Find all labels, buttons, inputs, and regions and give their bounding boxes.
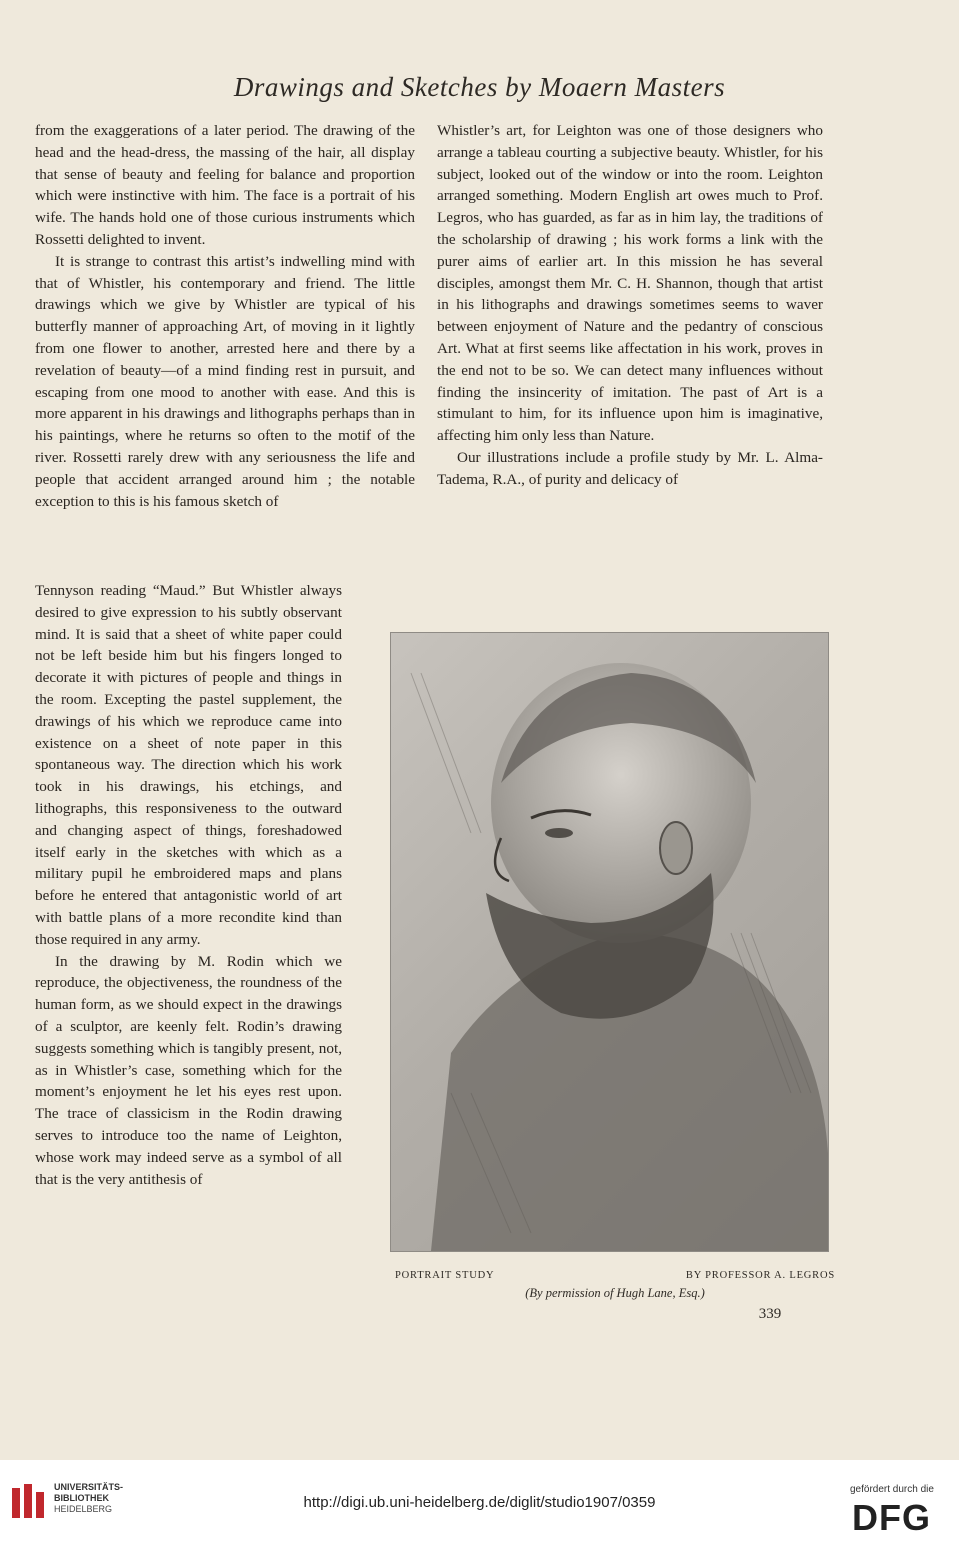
permalink-url[interactable]: http://digi.ub.uni-heidelberg.de/diglit/studio1907/0359 (303, 1494, 656, 1511)
portrait-drawing (391, 633, 828, 1251)
paragraph: Our illustrations include a profile study by Mr. L. Alma-Tadema, R.A., of purity and delicacy of (437, 448, 823, 488)
paragraph: Tennyson reading “Maud.” But Whistler always desired to give expression to his subtly observant mind. It is said that a sheet of white paper could not be left beside him but his fingers longed to decorate it with pictures of people and things in the room. Excepting the pastel supplement, the drawings of his which we reproduce came into existence on a sheet of note paper in this spontaneous way. The direction which his work took in his drawings, his etchings, and lithographs, this responsiveness to the outward and changing aspect of things, foreshadowed itself early in the sketches with which as a military pupil he embroidered maps and plans before he entered that antagonistic world of art with battle plans of a more recondite kind than those required in any army. (35, 582, 342, 948)
sponsor-caption: gefördert durch die (850, 1484, 934, 1495)
paragraph: In the drawing by M. Rodin which we reproduce, the objectiveness, the roundness of the human form, as we should expect in the drawings of a sculptor, are keenly felt. Rodin’s drawing suggests something which is tangibly present, not, as in Whistler’s case, something which for the moment’s enjoyment he let his eyes rest upon. The trace of classicism in the Rodin drawing serves to introduce too the name of Leighton, whose work may indeed serve as a symbol of all that is the very antithesis of (35, 952, 342, 1188)
portrait-study-figure (390, 632, 829, 1252)
paragraph: from the exaggerations of a later period. The drawing of the head and the head-dress, the massing of the hair, all display that sense of beauty and feeling for balance and proportion which were instinctive with him. The face is a portrait of his wife. The hands hold one of those curious instruments which Rossetti delighted to invent. (35, 122, 415, 248)
library-line: HEIDELBERG (54, 1504, 113, 1514)
left-column-top (35, 120, 415, 512)
ear-mark (660, 822, 692, 874)
eye-mark (545, 828, 573, 838)
caption-title: PORTRAIT STUDY (395, 1270, 495, 1281)
caption-artist: BY PROFESSOR A. LEGROS (685, 1270, 835, 1281)
dfg-logo: DFG (852, 1497, 931, 1538)
running-head: Drawings and Sketches by Moaern Masters (233, 72, 726, 102)
left-column-bottom (35, 580, 342, 1190)
paragraph: It is strange to contrast this artist’s indwelling mind with that of Whistler, his contemporary and friend. The little drawings which we give by Whistler are typical of his butterfly manner of approaching Art, of moving in it lightly from one flower to another, arrested here and there by a revelation of beauty—of a mind finding rest in pursuit, and escaping from one mood to another with ease. And this is more apparent in his drawings and lithographs perhaps than in his paintings, where he returns so often to the motif of the river. Rossetti rarely drew with any seriousness the life and people that accident arranged around him ; the notable exception to this is his famous sketch of (35, 252, 415, 510)
library-line: UNIVERSITÄTS- (54, 1482, 124, 1492)
page-number: 339 (758, 1306, 782, 1322)
figure-credit: (By permission of Hugh Lane, Esq.) (525, 1286, 705, 1300)
library-line: BIBLIOTHEK (54, 1493, 109, 1503)
right-column (437, 120, 823, 491)
paragraph: Whistler’s art, for Leighton was one of those designers who arrange a tableau courting a subjective beauty. Whistler, for his subject, looked out of the window or into the room. Leighton arranged something. Modern English art owes much to Prof. Legros, who has guarded, as far as in him lay, the traditions of the scholarship of drawing ; his work forms a link with the purer aims of earlier art. In this mission he has several disciples, amongst them Mr. C. H. Shannon, though that artist in his lithographs and drawings sometimes seems to waver between enjoyment of Nature and the pedantry of conscious Art. What at first seems like affectation in his work, proves in the end not to be so. We can detect many influences without finding the insincerity of imitation. The past of Art is a stimulant to him, for its influence upon him is imaginative, affecting him only less than Nature. (437, 122, 823, 445)
